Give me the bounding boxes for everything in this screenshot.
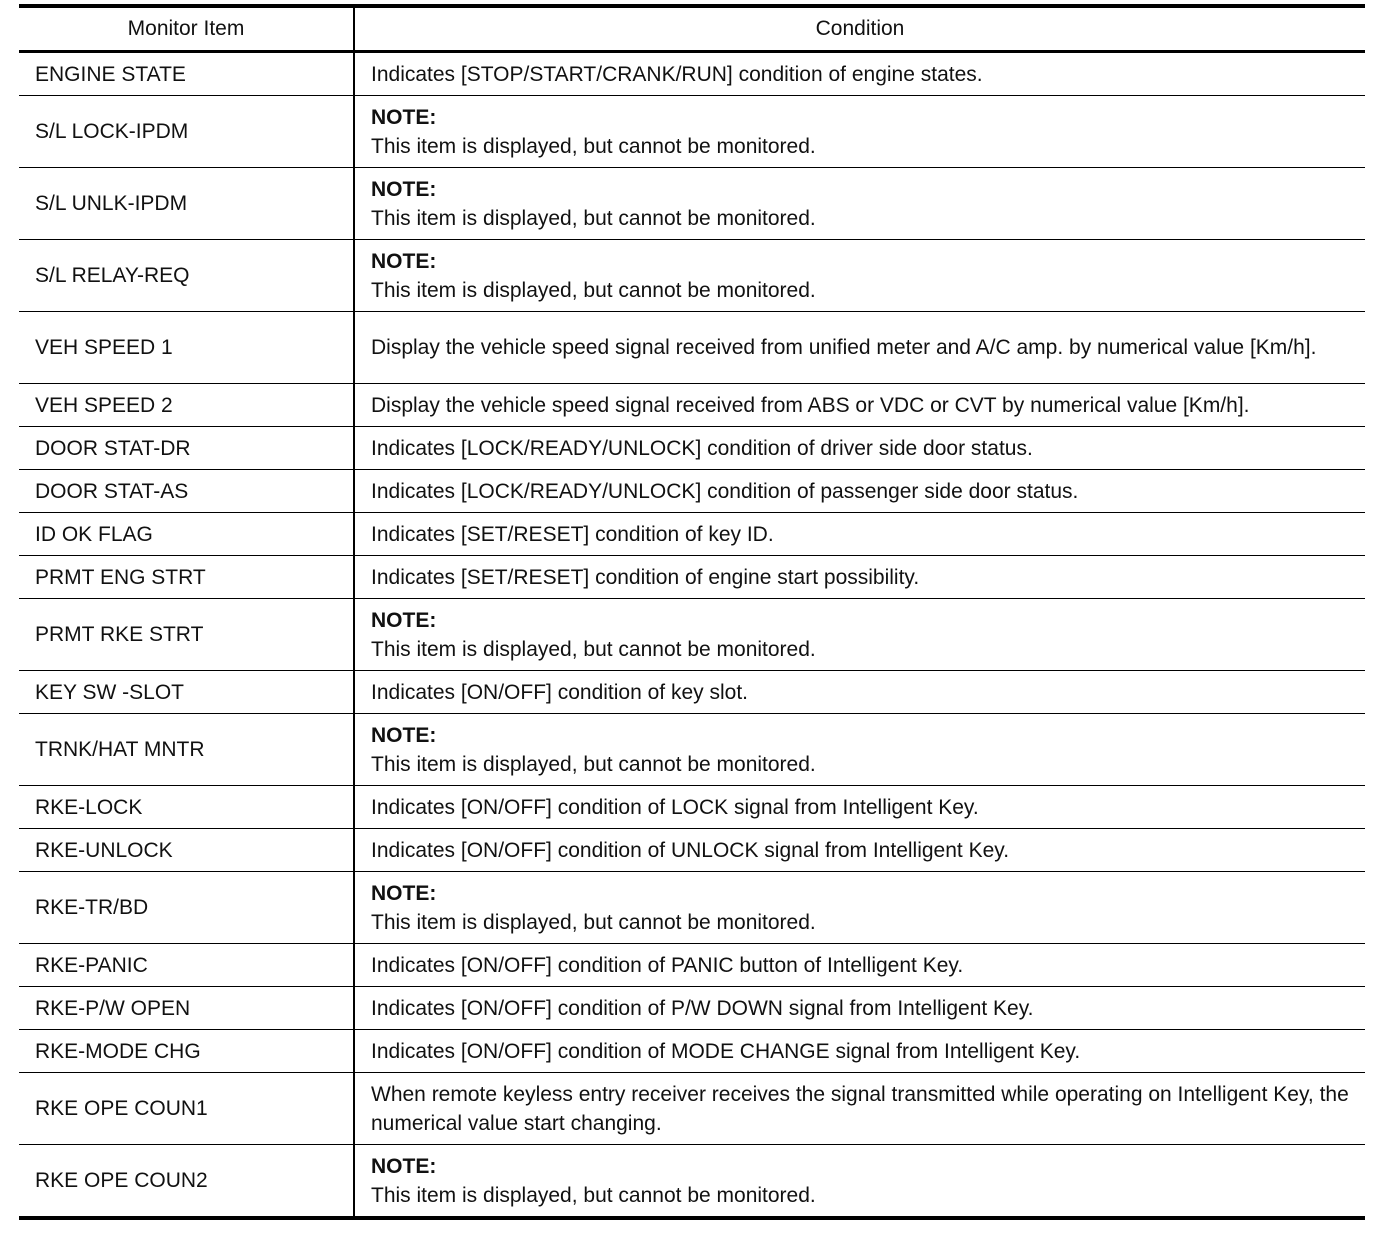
table-row: [19, 1073, 1365, 1145]
monitor-item-cell: S/L UNLK-IPDM: [19, 168, 354, 240]
table-row: [19, 312, 1365, 384]
note-label: NOTE:: [371, 881, 437, 905]
monitor-item-cell: RKE-TR/BD: [19, 872, 354, 944]
note-text: This item is displayed, but cannot be monitored.: [371, 206, 816, 230]
monitor-item-cell: VEH SPEED 1: [19, 312, 354, 384]
condition-cell: When remote keyless entry receiver receives the signal transmitted while operating on Intelligent Key, the numerical value start changing.: [354, 1073, 1365, 1145]
monitor-item-cell: S/L RELAY-REQ: [19, 240, 354, 312]
table-row: [19, 384, 1365, 427]
table-row: [19, 714, 1365, 786]
monitor-item-cell: ENGINE STATE: [19, 52, 354, 96]
monitor-item-cell: KEY SW -SLOT: [19, 671, 354, 714]
monitor-item-cell: PRMT RKE STRT: [19, 599, 354, 671]
condition-cell: [354, 714, 1365, 786]
condition-cell: Indicates [ON/OFF] condition of MODE CHANGE signal from Intelligent Key.: [354, 1030, 1365, 1073]
condition-cell: Indicates [ON/OFF] condition of UNLOCK signal from Intelligent Key.: [354, 829, 1365, 872]
table-row: [19, 556, 1365, 599]
monitor-item-cell: RKE OPE COUN1: [19, 1073, 354, 1145]
table-row: [19, 829, 1365, 872]
monitor-item-cell: TRNK/HAT MNTR: [19, 714, 354, 786]
condition-cell: Indicates [ON/OFF] condition of PANIC button of Intelligent Key.: [354, 944, 1365, 987]
note-label: NOTE:: [371, 1154, 437, 1178]
condition-cell: [354, 872, 1365, 944]
note-label: NOTE:: [371, 723, 437, 747]
note-label: NOTE:: [371, 177, 437, 201]
monitor-item-cell: ID OK FLAG: [19, 513, 354, 556]
table-row: [19, 944, 1365, 987]
table-row: [19, 987, 1365, 1030]
monitor-item-cell: RKE-P/W OPEN: [19, 987, 354, 1030]
table-row: [19, 1145, 1365, 1219]
note-label: NOTE:: [371, 249, 437, 273]
note-text: This item is displayed, but cannot be monitored.: [371, 134, 816, 158]
note-text: This item is displayed, but cannot be monitored.: [371, 910, 816, 934]
header-condition: Condition: [354, 6, 1365, 52]
monitor-item-cell: VEH SPEED 2: [19, 384, 354, 427]
condition-cell: Indicates [LOCK/READY/UNLOCK] condition of passenger side door status.: [354, 470, 1365, 513]
condition-cell: Display the vehicle speed signal received from ABS or VDC or CVT by numerical value [Km/h].: [354, 384, 1365, 427]
table-row: [19, 52, 1365, 96]
condition-cell: Indicates [ON/OFF] condition of P/W DOWN signal from Intelligent Key.: [354, 987, 1365, 1030]
note-label: NOTE:: [371, 105, 437, 129]
condition-cell: [354, 96, 1365, 168]
condition-cell: Indicates [STOP/START/CRANK/RUN] condition of engine states.: [354, 52, 1365, 96]
condition-cell: [354, 168, 1365, 240]
monitor-item-cell: RKE-MODE CHG: [19, 1030, 354, 1073]
header-monitor-item: Monitor Item: [19, 6, 354, 52]
condition-cell: Indicates [ON/OFF] condition of key slot.: [354, 671, 1365, 714]
condition-cell: Indicates [SET/RESET] condition of engine start possibility.: [354, 556, 1365, 599]
table-body: [19, 52, 1365, 1219]
note-label: NOTE:: [371, 608, 437, 632]
table-row: [19, 427, 1365, 470]
monitor-item-cell: RKE-UNLOCK: [19, 829, 354, 872]
condition-cell: [354, 240, 1365, 312]
condition-cell: Indicates [LOCK/READY/UNLOCK] condition of driver side door status.: [354, 427, 1365, 470]
condition-cell: Display the vehicle speed signal received from unified meter and A/C amp. by numerical value [Km/h].: [354, 312, 1365, 384]
table-row: [19, 599, 1365, 671]
table-row: [19, 1030, 1365, 1073]
monitor-item-cell: RKE OPE COUN2: [19, 1145, 354, 1219]
condition-cell: Indicates [SET/RESET] condition of key ID.: [354, 513, 1365, 556]
table-row: [19, 96, 1365, 168]
monitor-item-cell: DOOR STAT-DR: [19, 427, 354, 470]
monitor-item-cell: DOOR STAT-AS: [19, 470, 354, 513]
note-text: This item is displayed, but cannot be monitored.: [371, 637, 816, 661]
condition-cell: Indicates [ON/OFF] condition of LOCK signal from Intelligent Key.: [354, 786, 1365, 829]
table-row: [19, 671, 1365, 714]
table-row: [19, 470, 1365, 513]
monitor-item-cell: RKE-LOCK: [19, 786, 354, 829]
header-row: [19, 6, 1365, 52]
table-header: [19, 6, 1365, 52]
note-text: This item is displayed, but cannot be monitored.: [371, 752, 816, 776]
monitor-item-cell: RKE-PANIC: [19, 944, 354, 987]
note-text: This item is displayed, but cannot be monitored.: [371, 1183, 816, 1207]
condition-cell: [354, 599, 1365, 671]
condition-cell: [354, 1145, 1365, 1219]
monitor-item-cell: S/L LOCK-IPDM: [19, 96, 354, 168]
table-row: [19, 240, 1365, 312]
table-row: [19, 168, 1365, 240]
monitor-item-table: [19, 4, 1365, 1220]
monitor-item-cell: PRMT ENG STRT: [19, 556, 354, 599]
table-row: [19, 872, 1365, 944]
table-row: [19, 513, 1365, 556]
note-text: This item is displayed, but cannot be monitored.: [371, 278, 816, 302]
table-row: [19, 786, 1365, 829]
